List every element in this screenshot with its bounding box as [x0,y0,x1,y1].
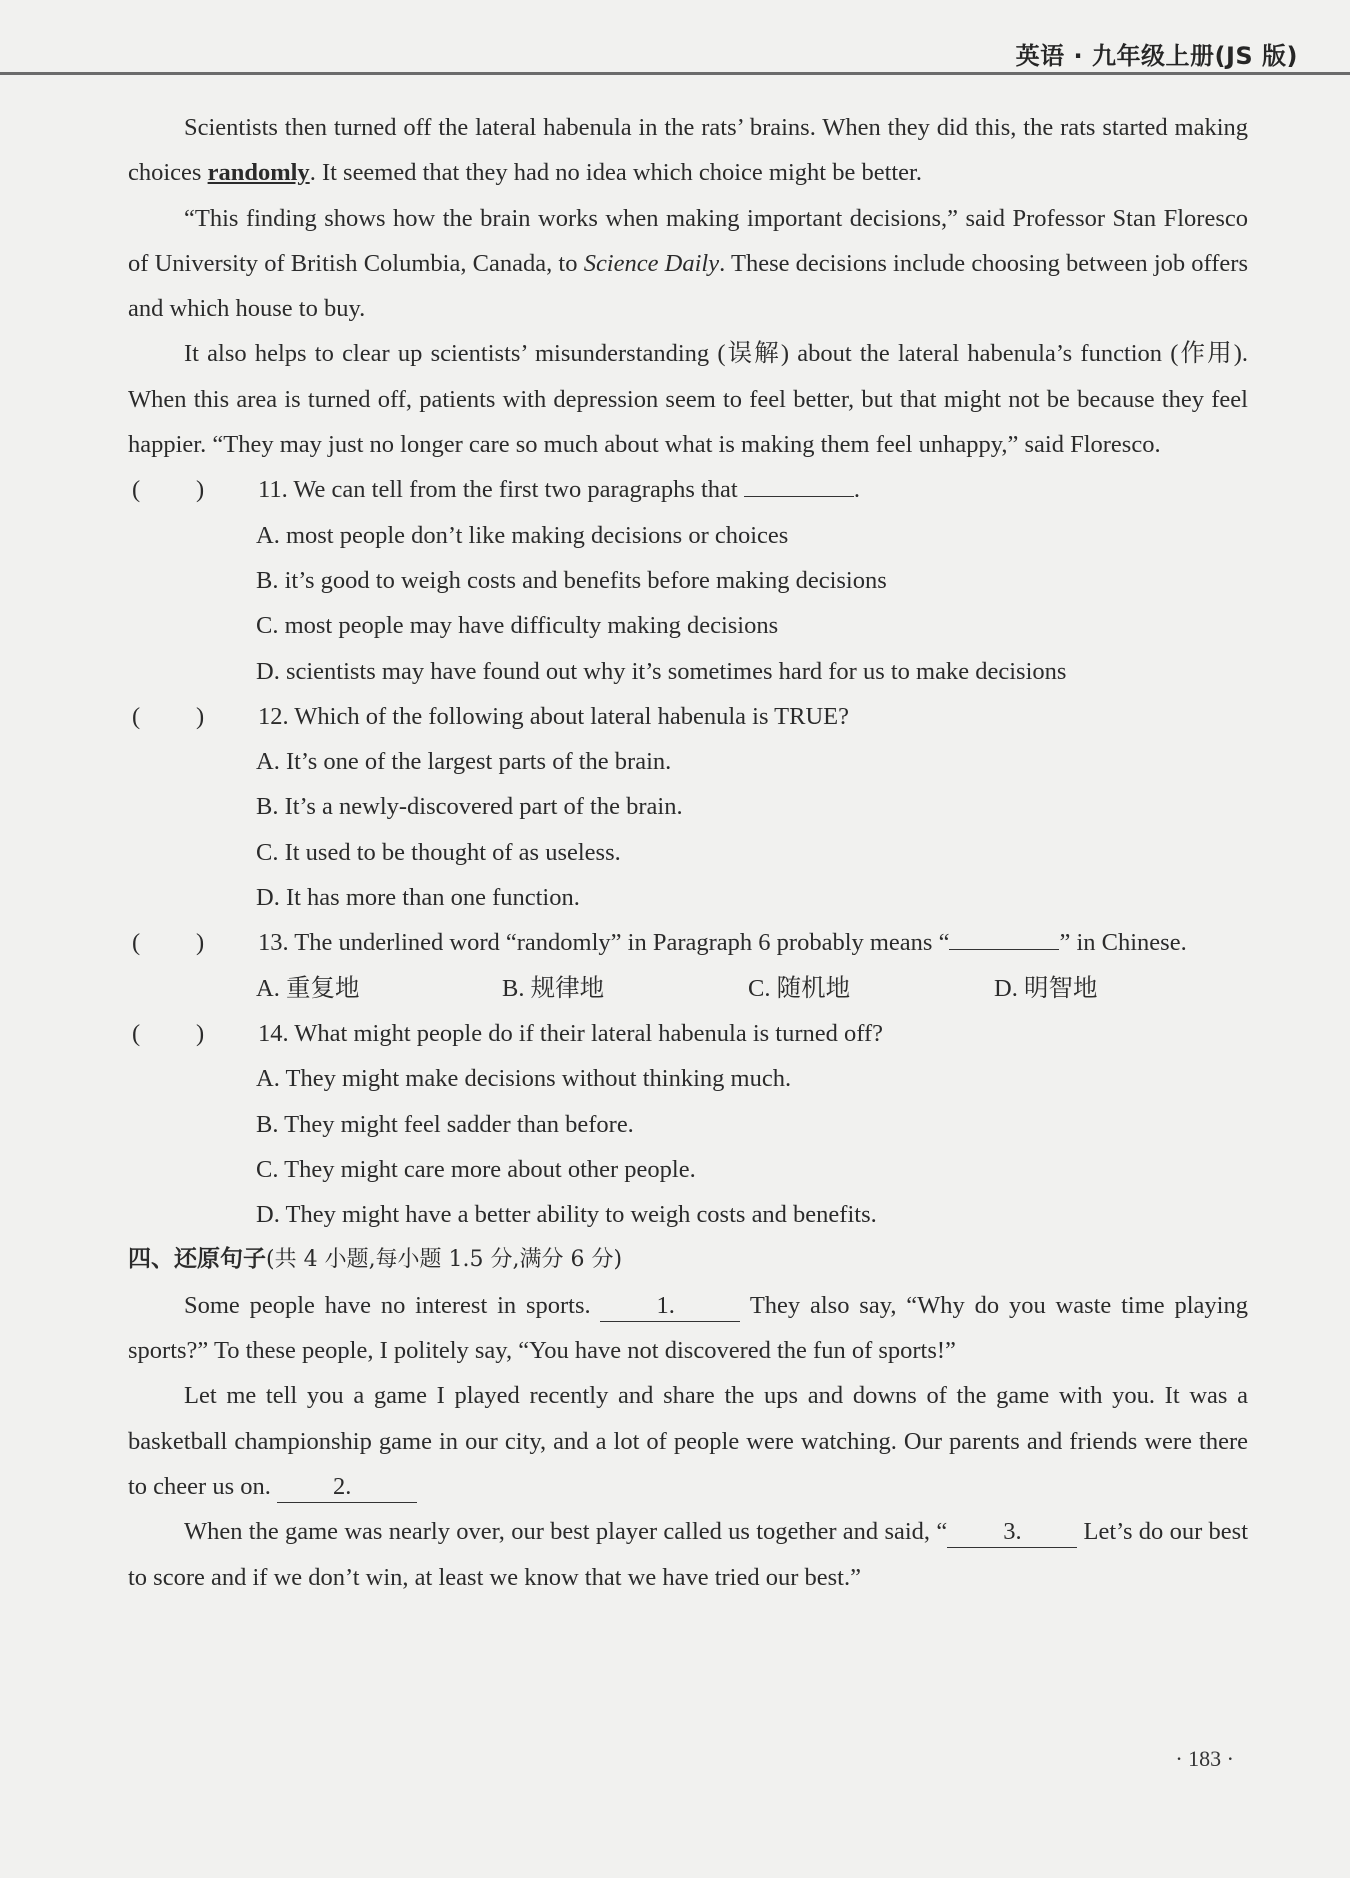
option-d: D. scientists may have found out why it’s sometimes hard for us to make decisions [256,657,1067,685]
question-stem: 13. The underlined word “randomly” in Paragraph 6 probably means “ [258,929,950,957]
option-a: A. most people don’t like making decisions or choices [256,521,789,549]
answer-blank-2[interactable]: 2. [277,1472,417,1503]
option-c: C. most people may have difficulty making decisions [256,612,779,640]
answer-blank-3[interactable]: 3. [947,1517,1077,1548]
section4-paragraph-1: Some people have no interest in sports. 1. They also say, “Why do you waste time playing sports?” To these people, I politely say, “You have not discovered the fun of sports!” [128,1291,1248,1365]
option-c: C. It used to be thought of as useless. [256,838,621,866]
question-stem: 11. We can tell from the first two paragraphs that [258,476,744,504]
option-a: A. 重复地 [256,974,360,1002]
passage-paragraph-2: “This finding shows how the brain works when making important decisions,” said Professor Stan Floresco of University of British Columbia, Canada, to Science Daily. These decisions include choosing between job offers and which house to buy. [128,204,1248,323]
option-b: B. it’s good to weigh costs and benefits before making decisions [256,566,887,594]
section-heading: 四、还原句子(共 4 小题,每小题 1.5 分,满分 6 分) [128,1246,623,1273]
answer-blank[interactable] [949,921,1059,950]
question-11: ( ) 11. We can tell from the first two paragraphs that . [128,467,1248,512]
book-title: 英语 · 九年级上册(JS 版) [1015,42,1298,70]
underlined-word: randomly [207,159,310,187]
question-12: ( ) 12. Which of the following about lateral habenula is TRUE? [132,702,850,730]
option-d: D. 明智地 [994,974,1098,1002]
section4-paragraph-3: When the game was nearly over, our best player called us together and said, “ 3. Let’s do our best to score and if we don’t win, at least we know that we have tried our best.” [128,1518,1248,1591]
page-content [128,105,1248,1600]
source-name: Science Daily [583,249,720,277]
option-c: C. They might care more about other people. [256,1155,696,1183]
option-c: C. 随机地 [748,974,851,1002]
page-header [0,28,1350,75]
question-14: ( ) 14. What might people do if their lateral habenula is turned off? [132,1019,884,1047]
question-stem: 14. What might people do if their lateral habenula is turned off? [258,1019,884,1047]
option-d: D. It has more than one function. [256,884,580,912]
section4-paragraph-2: Let me tell you a game I played recently and share the ups and downs of the game with you. It was a basketball championship game in our city, and a lot of people were watching. Our parents and friends were there to cheer us on. 2. [128,1373,1248,1509]
option-b: B. 规律地 [502,974,605,1002]
answer-blank-1[interactable]: 1. [600,1291,740,1322]
option-b: B. It’s a newly-discovered part of the brain. [256,793,683,821]
page-number: · 183 · [1175,1746,1234,1771]
passage-paragraph-3: It also helps to clear up scientists’ misunderstanding (误解) about the lateral habenula’s function (作用). When this area is turned off, patients with depression seem to feel better, but that might not be because they feel happier. “They may just no longer care so much about what is making them feel unhappy,” said Floresco. [128,340,1248,459]
option-d: D. They might have a better ability to weigh costs and benefits. [256,1201,877,1229]
option-b: B. They might feel sadder than before. [256,1110,634,1138]
question-stem: 12. Which of the following about lateral habenula is TRUE? [258,702,850,730]
option-a: A. They might make decisions without thinking much. [256,1065,792,1093]
options-row [128,966,1248,1011]
answer-blank[interactable] [744,468,854,497]
passage-paragraph-1: Scientists then turned off the lateral habenula in the rats’ brains. When they did this, the rats started making choices randomly. It seemed that they had no idea which choice might be better. [128,114,1248,187]
question-13: ( ) 13. The underlined word “randomly” in Paragraph 6 probably means “ ” in Chinese. [128,920,1248,965]
option-a: A. It’s one of the largest parts of the brain. [256,748,672,776]
